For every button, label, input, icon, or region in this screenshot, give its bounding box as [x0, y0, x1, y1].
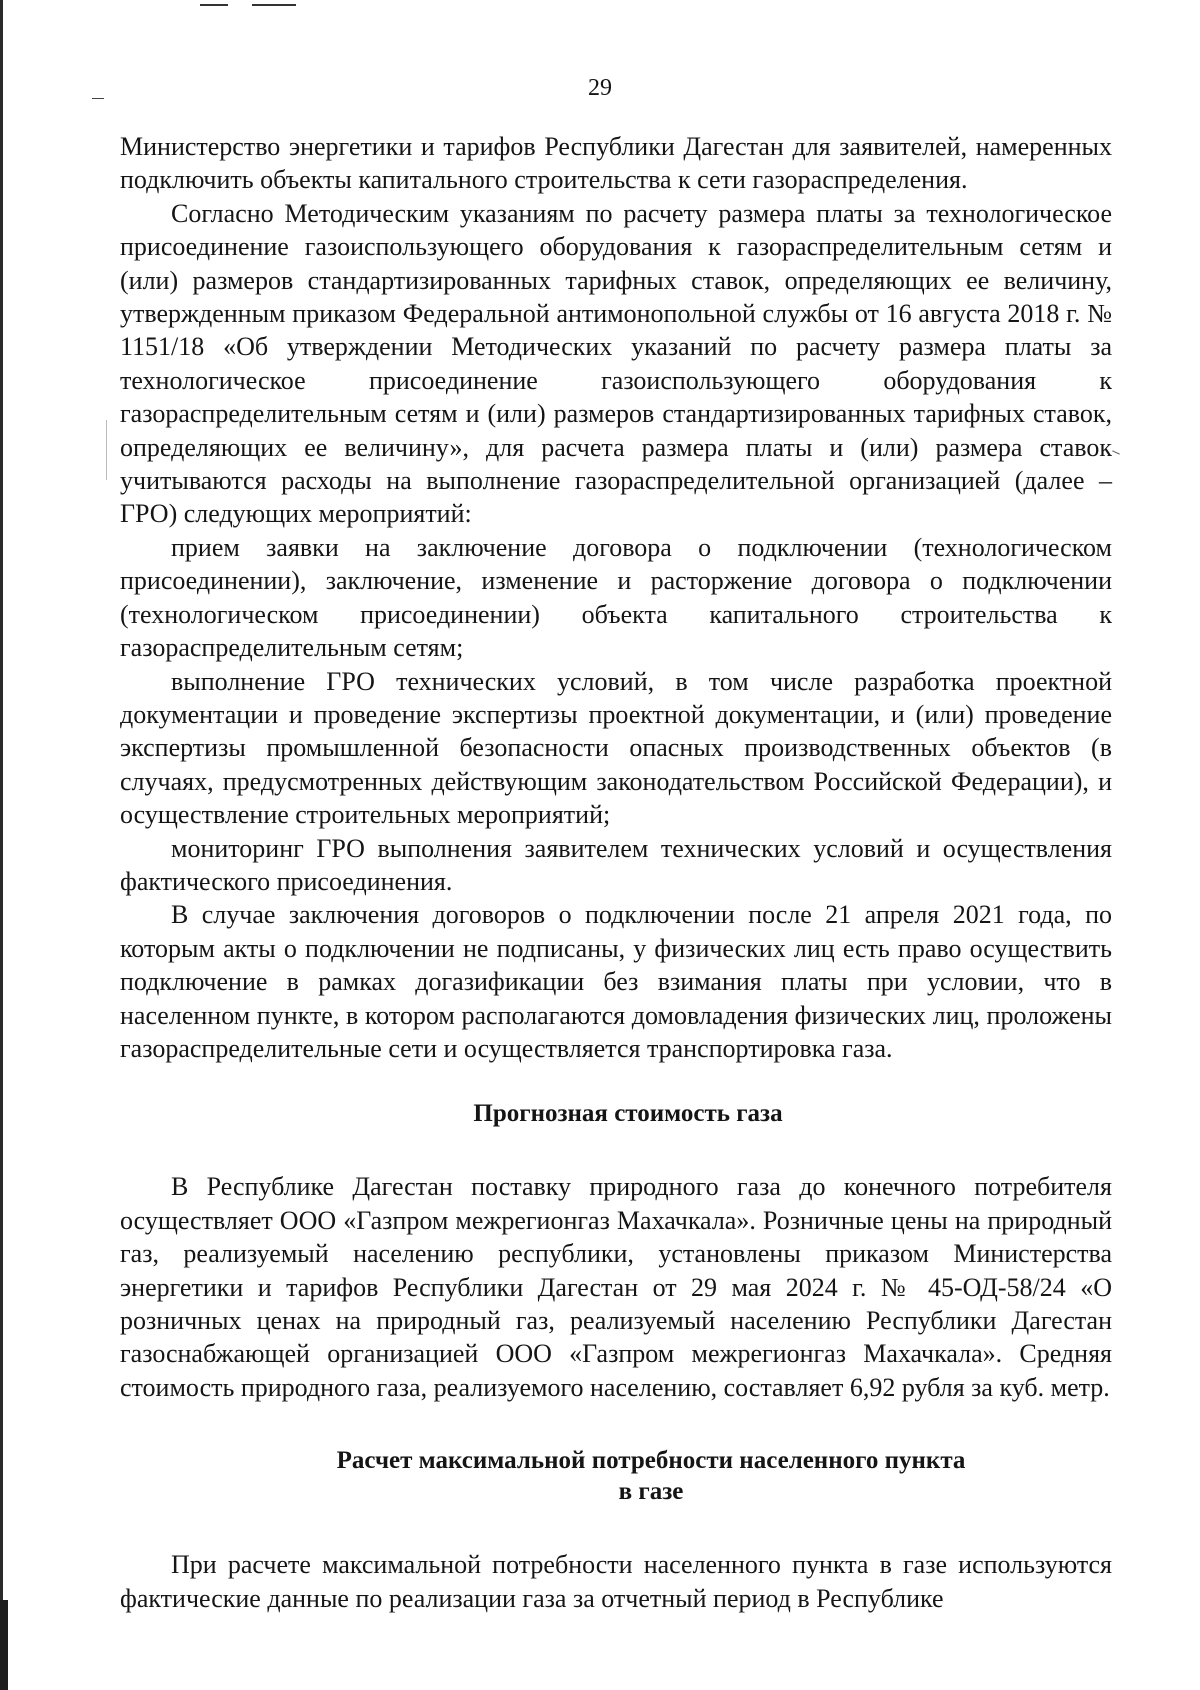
scan-faint-line	[106, 420, 107, 480]
paragraph-methodology: Согласно Методическим указаниям по расчету размера платы за технологическое присоединение газоиспользующего оборудования к газораспределительным сетям и (или) размеров стандартизированных тарифных ставок, определяющих ее величину, утвержденным приказом Федеральной антимонопольной службы от 16 августа 2018 г. № 1151/18 «Об утверждении Методических указаний по расчету размера платы за технологическое присоединение газоиспользующего оборудования к газораспределительным сетям и (или) размеров стандартизированных тарифных ставок, определяющих ее величину», для расчета размера платы и (или) размера ставок учитываются расходы на выполнение газораспределительной организацией (далее – ГРО) следующих мероприятий:	[120, 198, 1112, 529]
scan-mark-top	[200, 4, 228, 6]
section-heading-gas-price: Прогнозная стоимость газа	[473, 1100, 783, 1128]
paragraph-gas-price: В Республике Дагестан поставку природного газа до конечного потребителя осуществляет ООО «Газпром межрегионгаз Махачкала». Розничные цены на природный газ, реализуемый населению республики, установлены приказом Министерства энергетики и тарифов Республики Дагестан от 29 мая 2024 г. № 45-ОД-58/24 «О розничных ценах на природный газ, реализуемый населению Республики Дагестан газоснабжающей организацией ООО «Газпром межрегионгаз Махачкала». Средняя стоимость природного газа, реализуемого населению, составляет 6,92 рубля за куб. метр.	[120, 1172, 1112, 1402]
paragraph-continuation: Министерство энергетики и тарифов Республики Дагестан для заявителей, намеренных подключить объекты капитального строительства к сети газораспределения.	[120, 132, 1112, 195]
heading-line: в газе	[618, 1478, 684, 1506]
list-item-application: прием заявки на заключение договора о подключении (технологическом присоединении), заключение, изменение и расторжение договора о подключении (технологическом присоединении) объекта капитального строительства к газораспределительным сетям;	[120, 532, 1112, 663]
section-heading-max-demand	[120, 1445, 1112, 1507]
list-item-technical-conditions: выполнение ГРО технических условий, в том числе разработка проектной документации и проведение экспертизы проектной документации, и (или) проведение экспертизы промышленной безопасности опасных производственных объектов (в случаях, предусмотренных действующим законодательством Российской Федерации), и осуществление строительных мероприятий;	[120, 666, 1112, 830]
page-number: 29	[588, 75, 612, 101]
paragraph-max-demand: При расчете максимальной потребности населенного пункта в газе используются фактические данные по реализации газа за отчетный период в Республике	[120, 1550, 1112, 1613]
scan-edge-bottom-left	[0, 1600, 8, 1690]
heading-line: Расчет максимальной потребности населенного пункта	[336, 1447, 966, 1475]
scan-edge-left	[0, 0, 3, 1690]
scan-mark-top	[252, 4, 296, 6]
paragraph-gasification: В случае заключения договоров о подключении после 21 апреля 2021 года, по которым акты о подключении не подписаны, у физических лиц есть право осуществить подключение в рамках догазификации без взимания платы при условии, что в населенном пункте, в котором располагаются домовладения физических лиц, проложены газораспределительные сети и осуществляется транспортировка газа.	[120, 900, 1112, 1063]
document-body	[120, 130, 1112, 1615]
scan-tick-mark	[1112, 450, 1120, 454]
list-item-monitoring: мониторинг ГРО выполнения заявителем технических условий и осуществления фактического присоединения.	[120, 833, 1112, 896]
